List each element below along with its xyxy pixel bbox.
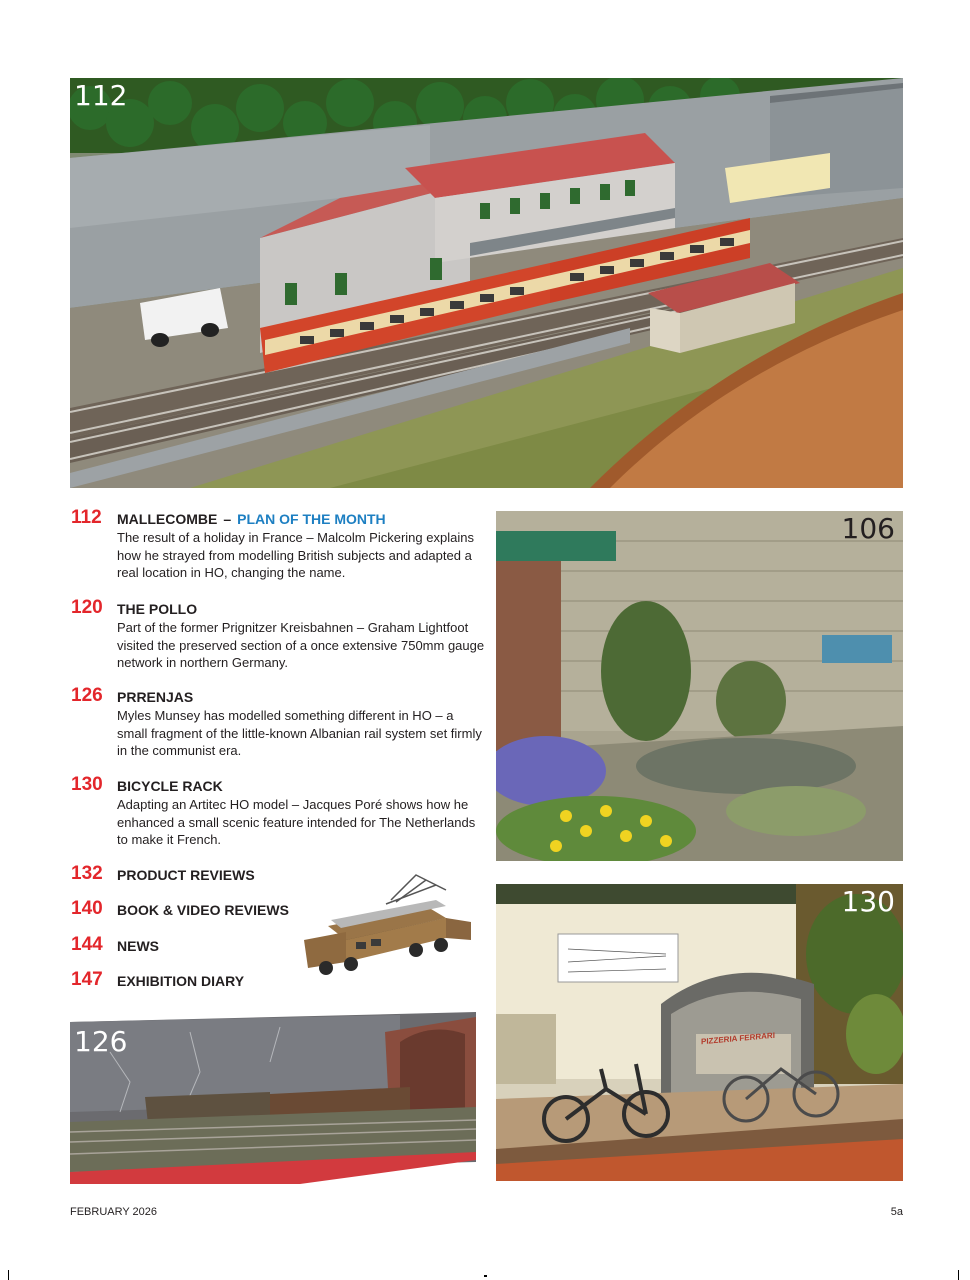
crop-mark <box>484 1275 487 1277</box>
photo-prrenjas-layout <box>70 1012 476 1184</box>
locomotive-cutout-image <box>296 870 476 982</box>
crop-mark <box>958 1270 959 1280</box>
photo-page-number: 106 <box>841 512 895 545</box>
feature-page-number: 130 <box>71 774 103 795</box>
feature-title: THE POLLO <box>117 601 198 617</box>
regular-title: PRODUCT REVIEWS <box>117 867 255 883</box>
feature-description: Part of the former Prignitzer Kreisbahnen – Graham Lightfoot visited the preserved section of a once extensive 750mm gauge network in northern Germany. <box>117 620 485 670</box>
feature-page-number: 112 <box>71 507 102 528</box>
footer-issue-date: FEBRUARY 2026 <box>70 1206 158 1218</box>
photo-page-number: 112 <box>74 79 128 112</box>
feature-subtitle: PLAN OF THE MONTH <box>237 511 386 527</box>
photo-page-number: 130 <box>841 885 895 918</box>
regular-title: BOOK & VIDEO REVIEWS <box>117 902 289 918</box>
crop-mark <box>8 1270 9 1280</box>
feature-entry-the-pollo[interactable] <box>71 598 486 678</box>
feature-description: Myles Munsey has modelled something different in HO – a small fragment of the little-known Albanian rail system set firmly in the communist era. <box>117 708 482 758</box>
photo-garden <box>496 511 903 861</box>
regular-page-number: 132 <box>71 863 103 884</box>
photo-page-number: 126 <box>74 1025 128 1058</box>
regular-page-number: 144 <box>71 934 103 955</box>
feature-title: PRRENJAS <box>117 689 194 705</box>
feature-entry-mallecombe[interactable] <box>71 508 486 588</box>
photo-mallecombe-station <box>70 78 903 488</box>
feature-entry-prrenjas[interactable] <box>71 686 486 766</box>
feature-page-number: 126 <box>71 685 103 706</box>
regular-page-number: 140 <box>71 898 103 919</box>
feature-description: The result of a holiday in France – Malcolm Pickering explains how he strayed from modelling British subjects and adapted a real location in HO, changing the name. <box>117 530 474 580</box>
pizzeria-sign-text: PIZZERIA FERRARI <box>701 1030 775 1047</box>
footer-page-number: 5a <box>890 1206 903 1218</box>
regular-title: NEWS <box>117 938 159 954</box>
feature-title-text: MALLECOMBE <box>117 511 218 527</box>
feature-entry-bicycle-rack[interactable] <box>71 775 486 855</box>
regular-title: EXHIBITION DIARY <box>117 973 245 989</box>
feature-title: BICYCLE RACK <box>117 778 223 794</box>
feature-description: Adapting an Artitec HO model – Jacques Poré shows how he enhanced a small scenic feature intended for The Netherlands to make it French. <box>117 797 476 847</box>
regular-page-number: 147 <box>71 969 103 990</box>
photo-bicycle-rack <box>496 884 903 1181</box>
feature-page-number: 120 <box>71 597 103 618</box>
title-separator: – <box>223 511 232 527</box>
feature-title <box>117 511 386 527</box>
